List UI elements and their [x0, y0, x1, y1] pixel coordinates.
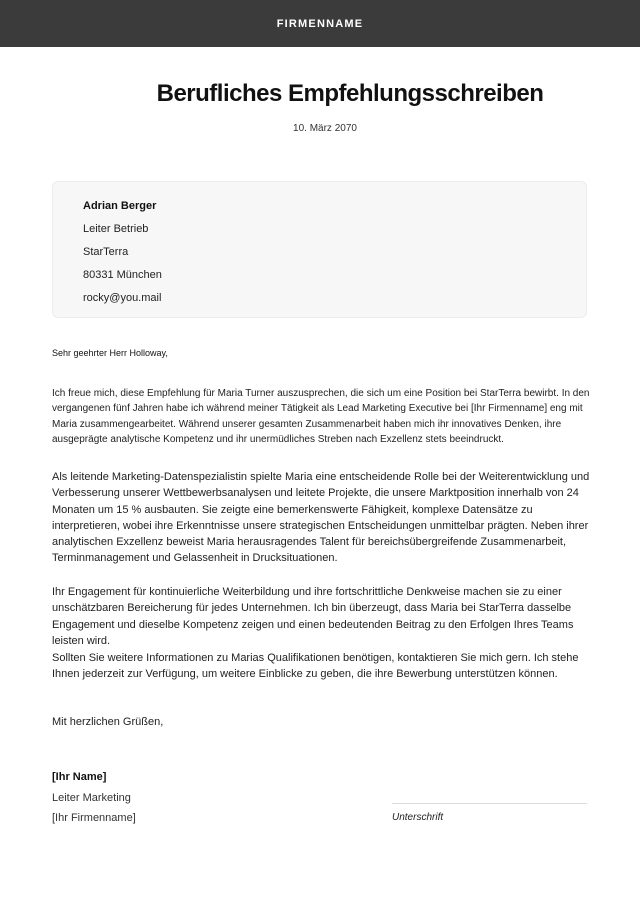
paragraph-intro: Ich freue mich, diese Empfehlung für Maria Turner auszusprechen, die sich um eine Position bei StarTerra bewirbt. In den vergangenen fünf Jahren habe ich während meiner Tätigkeit als Lead Marketing Executive bei [Ihr Firmenname] eng mit Maria zusammengearbeitet. Während unserer gesamten Zusammenarbeit haben mich ihr innovatives Denken, ihre ausgeprägte analytische Kompetenz und ihr unermüdliches Streben nach Exzellenz stets beeindruckt. — [52, 388, 590, 445]
signer-name: [Ihr Name] — [52, 771, 107, 783]
letter-date: 10. März 2070 — [293, 123, 357, 134]
company-name: FIRMENNAME — [276, 17, 364, 30]
letter-title: Berufliches Empfehlungsschreiben — [156, 80, 544, 107]
header-bar — [0, 0, 640, 47]
paragraph-achievements: Als leitende Marketing-Datenspezialistin spielte Maria eine entscheidende Rolle bei der Weiterentwicklung und Verbesserung unserer Wettbewerbsanalysen und leitete Projekte, die unsere Marktposition innerhalb von 24 Monaten um 15 % ausbauten. Sie zeigte eine bemerkenswerte Fähigkeit, komplexe Datensätze zu interpretieren, wobei ihre Erkenntnisse unsere strategischen Entscheidungen unmittelbar prägten. Neben ihrer analytischen Exzellenz beweist Maria herausragendes Talent für bereichsübergreifende Zusammenarbeit, Terminmanagement und Gelassenheit in Drucksituationen. — [52, 471, 590, 565]
sender-position: Leiter Betrieb — [83, 223, 149, 235]
sender-company: StarTerra — [83, 246, 129, 258]
signature-line — [392, 803, 587, 804]
signature-caption: Unterschrift — [392, 812, 444, 823]
sender-card — [52, 181, 587, 318]
salutation: Sehr geehrter Herr Holloway, — [52, 348, 168, 358]
paragraph-contact: Sollten Sie weitere Informationen zu Marias Qualifikationen benötigen, kontaktieren Sie mich gern. Ich stehe Ihnen jederzeit zur Verfügung, um weitere Einblicke zu geben, die ihre Bewerbung unterstützen können. — [52, 652, 579, 681]
sender-name: Adrian Berger — [83, 200, 157, 212]
paragraph-commitment: Ihr Engagement für kontinuierliche Weiterbildung und ihre fortschrittliche Denkweise machen sie zu einer unschätzbaren Bereicherung für jedes Unternehmen. Ich bin überzeugt, dass Maria bei StarTerra dasselbe Engagement und dieselbe Kompetenz zeigen und einen bedeutenden Beitrag zu den Erfolgen Ihres Teams leisten wird. — [52, 586, 574, 647]
signer-company: [Ihr Firmenname] — [52, 812, 136, 824]
sender-city: 80331 München — [83, 269, 162, 281]
sender-email: rocky@you.mail — [83, 292, 162, 304]
closing: Mit herzlichen Grüßen, — [52, 716, 164, 728]
signer-title: Leiter Marketing — [52, 792, 131, 804]
